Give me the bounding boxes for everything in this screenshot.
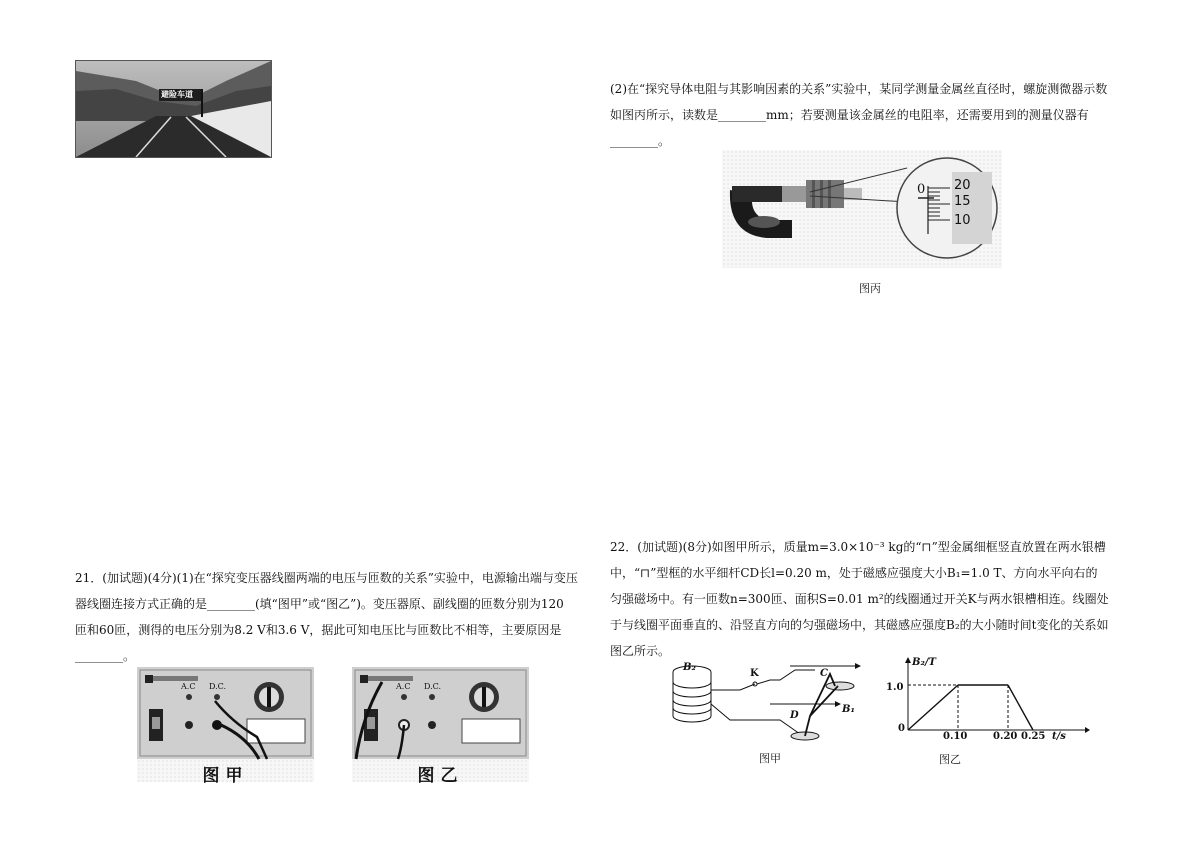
b2-t-chart bbox=[880, 655, 1090, 770]
series-segment-2 bbox=[1008, 685, 1033, 730]
road-photo-drawing bbox=[76, 61, 271, 157]
q20-line-3: ________。 bbox=[610, 134, 671, 148]
caption-q22-fig-a: 图甲 bbox=[759, 752, 781, 765]
caption-fig-b: 图乙 bbox=[417, 766, 464, 786]
chart-xlabel: t/s bbox=[1052, 731, 1066, 742]
label-d: D bbox=[790, 710, 799, 721]
q21-line-4: ________。 bbox=[75, 649, 136, 663]
series-segment-0 bbox=[908, 685, 958, 730]
q21-line-3: 匝和60匝，测得的电压分别为8.2 V和3.6 V，据此可知电压比与匝数比不相等，主要原因是 bbox=[75, 623, 562, 637]
chart-x-tick-1: 0.20 bbox=[993, 731, 1018, 742]
transformer-photo-b bbox=[352, 667, 529, 786]
caption-fig-a: 图甲 bbox=[202, 766, 249, 786]
scale-20: 20 bbox=[954, 178, 971, 193]
q22-line-1: 22．(加试题)(8分)如图甲所示，质量m=3.0×10⁻³ kg的“⊓”型金属细框竖直放置在两水银槽 bbox=[610, 540, 1106, 554]
q20-line-1: (2)在“探究导体电阻与其影响因素的关系”实验中，某同学测量金属丝直径时，螺旋测微器示数 bbox=[610, 82, 1108, 96]
panel-a-ac: A.C bbox=[181, 682, 196, 691]
label-k: K bbox=[750, 668, 759, 679]
q20-line-2: 如图丙所示，读数是________mm；若要测量该金属丝的电阻率，还需要用到的测量仪器有 bbox=[610, 108, 1089, 122]
transformer-photo-a bbox=[137, 667, 314, 786]
q22-line-5: 图乙所示。 bbox=[610, 644, 671, 658]
road-sign-text: 避险车道 bbox=[161, 90, 193, 99]
scale-zero: 0 bbox=[917, 182, 926, 197]
chart-x-tick-0: 0.10 bbox=[943, 731, 968, 742]
coil-frame-drawing bbox=[670, 660, 870, 745]
q22-line-2: 中，“⊓”型框的水平细杆CD长l=0.20 m，处于磁感应强度大小B₁=1.0 T、方向水平向右的 bbox=[610, 566, 1098, 580]
label-b2: B₂ bbox=[683, 662, 696, 673]
caption-q22-fig-b: 图乙 bbox=[939, 753, 961, 766]
scale-10: 10 bbox=[954, 213, 971, 228]
micrometer-figure bbox=[722, 150, 1002, 268]
chart-x-tick-2: 0.25 bbox=[1021, 731, 1046, 742]
q22-fig-a bbox=[670, 660, 870, 770]
q21-line-1: 21．(加试题)(4分)(1)在“探究变压器线圈两端的电压与匝数的关系”实验中，电源输出端与变压 bbox=[75, 571, 578, 585]
panel-b-ac: A.C bbox=[396, 682, 411, 691]
q22-text bbox=[610, 534, 1132, 664]
chart-origin: 0 bbox=[898, 723, 905, 734]
q21-text bbox=[75, 565, 590, 669]
panel-b-dc: D.C. bbox=[424, 682, 442, 691]
chart-ylabel: B₂/T bbox=[912, 657, 936, 668]
micrometer-caption: 图丙 bbox=[859, 282, 881, 295]
q20-part2-text bbox=[610, 76, 1132, 154]
label-c: C bbox=[820, 668, 828, 679]
label-b1: B₁ bbox=[842, 704, 855, 715]
panel-a-dc: D.C. bbox=[209, 682, 227, 691]
road-photo bbox=[75, 60, 272, 158]
chart-y-tick: 1.0 bbox=[886, 682, 904, 693]
q22-line-4: 于与线圈平面垂直的、沿竖直方向的匀强磁场中，其磁感应强度B₂的大小随时间t变化的关系如 bbox=[610, 618, 1109, 632]
scale-15: 15 bbox=[954, 194, 971, 209]
x-axis-arrow bbox=[1085, 727, 1090, 733]
micrometer-drawing bbox=[722, 150, 1002, 268]
y-axis-arrow bbox=[905, 657, 911, 663]
q22-line-3: 匀强磁场中。有一匝数n=300匝、面积S=0.01 m²的线圈通过开关K与两水银槽相连。线圈处 bbox=[610, 592, 1109, 606]
q21-line-2: 器线圈连接方式正确的是________(填“图甲”或“图乙”)。变压器原、副线圈的匝数分别为120 bbox=[75, 597, 564, 611]
